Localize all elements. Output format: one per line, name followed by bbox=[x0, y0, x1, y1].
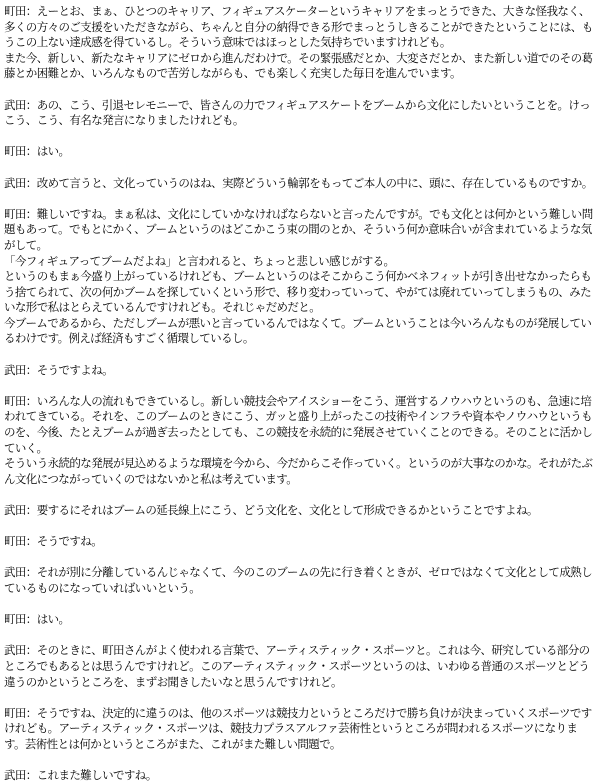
transcript-paragraph: 町田：はい。 bbox=[4, 144, 70, 159]
transcript-paragraph: 武田：あの、こう、引退セレモニーで、皆さんの力でフィギュアスケートをブームから文化にしたいということを。けっこう、こう、有名な発言になりましたけれども。 bbox=[4, 97, 591, 128]
transcript-paragraph: 武田：改めて言うと、文化っていうのはね、実際どういう輪郭をもってご本人の中に、頭に、存在しているものですか。 bbox=[4, 175, 593, 190]
transcript-paragraph: 町田：はい。 bbox=[4, 612, 70, 627]
transcript-paragraph: 町田：いろんな人の流れもできているし。新しい競技会やアイスショーをこう、運営するノウハウというのも、急速に培われてきている。それを、このブームのときにこう、ガッと盛り上がったこの技術やインフラや資本やノウハウというものを、今後、たとえブームが過ぎ去ったとしても、この競技を永続的に発展させていくことのできる。そのことに活かしていく。 そういう永続的な発展が見込めるような環境を今から、今だからこそ作っていく。というのが大事なのかな。それがたぶん文化につながっていくのではないかと私は考えています。 bbox=[4, 393, 593, 486]
transcript-paragraph: 武田：そのときに、町田さんがよく使われる言葉で、アーティスティック・スポーツと。これは今、研究している部分のところでもあるとは思うんですけれど。このアーティスティック・スポーツというのは、いわゆる普通のスポーツとどう違うのかというところを、まずお聞きしたいなと思うんですけれど。 bbox=[4, 643, 590, 689]
transcript-paragraph: 武田：要するにそれはブームの延長線上にこう、どう文化を、文化として形成できるかということですよね。 bbox=[4, 503, 538, 517]
transcript-paragraph: 武田：それが別に分離しているんじゃなくて、今のこのブームの先に行き着くときが、ゼロではなくて文化として成熟しているものになっていればいいという。 bbox=[4, 565, 593, 595]
transcript-paragraph: 武田：これまた難しいですね。 bbox=[4, 768, 157, 783]
transcript-paragraph: 町田：難しいですね。まぁ私は、文化にしていかなければならないと言ったんですが。でも文化とは何かという難しい問題もあって。でもとにかく、ブームというのはどこかこう束の間のとか、そういう何か意味合いが含まれているような気がして。 「今フィギュアってブームだよね」と言われると、ちょっと悲しい感じがする。 というのもまぁ今盛り上がっているけれども、ブームというのはそこからこう何かベネフィットが引き出せなかったらもう捨てられて、次の何かブームを探していくという形で、移り変わっていって、やがては廃れていってしまうもの、みたいな形で私はとらえているんですけれども。それじゃだめだと。 今ブームであるから、ただしブームが悪いと言っているんではなくて。ブームということは今いろんなものが発展しているわけです。例えば経済もすごく循環しているし。 bbox=[4, 206, 593, 346]
transcript-paragraph: 武田：そうですよね。 bbox=[4, 362, 113, 377]
transcript-paragraph: 町田：そうですね、決定的に違うのは、他のスポーツは競技力というところだけで勝ち負けが決まっていくスポーツですけれども。アーティスティック・スポーツは、競技力プラスアルファ芸術性というところが問われるスポーツになります。芸術性とは何かというところがまた、これがまた難しい問題で。 bbox=[4, 705, 592, 751]
transcript-paragraph: 町田：えーとお、まぁ、ひとつのキャリア、フィギュアスケーターというキャリアをまっとうできた、大きな怪我なく、多くの方々のご支援をいただきながら、ちゃんと自分の納得できる形でまっとうしきることができたということには、もうこの上ない達成感を得ているし。そういう意味ではほっとした気持ちでいますけれども。 また今、新しい、新たなキャリアにゼロから進んだわけで。その緊張感だとか、大変さだとか、また新しい道でのその葛藤とか困難とか、いろんなもので苦労しながらも、でも楽しく充実した毎日を進んでいます。 bbox=[4, 4, 593, 81]
transcript-paragraph: 町田：そうですね。 bbox=[4, 534, 103, 549]
